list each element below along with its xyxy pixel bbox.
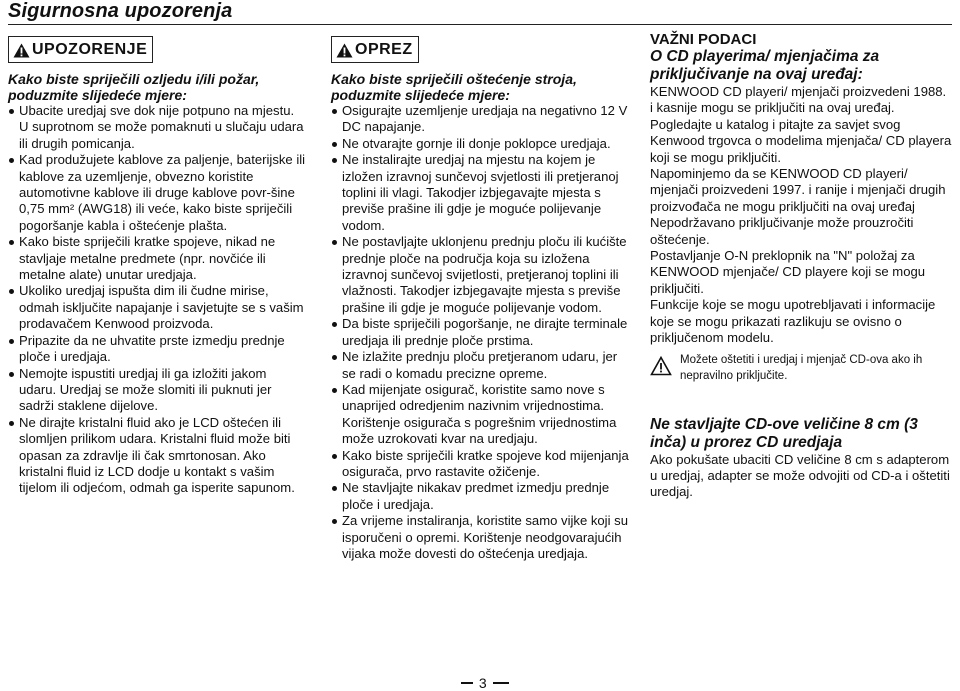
cd-changers-subheading: O CD playerima/ mjenjačima za priključivanje na ovaj uređaj: — [650, 48, 880, 83]
list-item: Nemojte ispustiti uredjaj ili ga izložiti jakom udaru. Uredjaj se može slomiti ili puknuti jer sadrži staklene dijelove. — [8, 366, 306, 415]
list-item: Ne stavljajte nikakav predmet izmedju prednje ploče i uredjaja. — [331, 480, 629, 513]
info-paragraph: KENWOOD CD playeri/ mjenjači proizvedeni 1988. i kasnije mogu se priključiti na ovaj uređaj. — [650, 84, 947, 116]
cd-size-heading: Ne stavljajte CD-ove veličine 8 cm (3 inča) u prorez CD uredjaja — [650, 415, 918, 451]
page-number-text: 3 — [478, 675, 487, 691]
caution-note — [650, 352, 952, 384]
list-item: Ubacite uredjaj sve dok nije potpuno na mjestu. U suprotnom se može pomaknuti u slučaju udara ili drugih pomicanja. — [8, 103, 306, 152]
warning-box-label: UPOZORENJE — [32, 40, 148, 58]
page-title: Sigurnosna upozorenja — [8, 0, 233, 22]
list-item: Pripazite da ne uhvatite prste izmedju prednje ploče i uredjaja. — [8, 333, 306, 366]
page-number-dash — [461, 682, 473, 684]
caution-box-label: OPREZ — [355, 40, 413, 58]
warning-outline-icon — [650, 356, 672, 376]
list-item: Ne izlažite prednju ploču pretjeranom udaru, jer se radi o komadu precizne opreme. — [331, 349, 629, 382]
info-paragraph: Postavljanje O-N preklopnik na "N" položaj za KENWOOD mjenjače/ CD playere koji se mogu priključiti. — [650, 248, 926, 296]
page-number-dash — [493, 682, 509, 684]
list-item: Za vrijeme instaliranja, koristite samo vijke koji su isporučeni o opremi. Korištenje neodgovarajućih vijaka može dovesti do oštećenja uredjaja. — [331, 513, 629, 562]
page-number — [461, 675, 509, 691]
info-paragraph: Pogledajte u katalog i pitajte za savjet svog Kenwood trgovca o modelima mjenjača/ CD playera koji se mogu priključiti. — [650, 116, 952, 165]
list-item: Ne otvarajte gornje ili donje poklopce uredjaja. — [331, 136, 629, 152]
list-item: Kako biste spriječili kratke spojeve, nikad ne stavljaje metalne predmete (npr. novčiće ili metalne alate) unutar uredjaja. — [8, 234, 306, 283]
title-divider — [8, 24, 952, 25]
warning-column — [8, 32, 306, 497]
important-info-heading: VAŽNI PODACI — [650, 31, 757, 48]
list-item: Ukoliko uredjaj ispušta dim ili čudne mirise, odmah isključite napajanje i savjetujte se s vašim prodavačem Kenwood proizvoda. — [8, 283, 306, 332]
list-item: Kad produžujete kablove za paljenje, baterijske ili kablove za uzemljenje, obvezno koristite automotivne kablove ili druge kablove povr-šine 0,75 mm² (AWG18) ili veće, kako biste spriječili pogoršanje kabla i oštećenje plašta. — [8, 152, 306, 234]
list-item: Ne postavljajte uklonjenu prednju ploču ili kućište prednje ploče na područja koja su izložena izravnoj sunčevoj svijetlosti, pretjeranoj toplini ili vlažnosti. Takodjer izbjegavajte mjesta s previše prašine ili gdje je moguće polijevanje vodom. — [331, 234, 629, 316]
caution-box — [331, 36, 419, 63]
warning-box — [8, 36, 153, 63]
important-info-column — [650, 32, 952, 501]
warning-triangle-icon — [336, 43, 353, 58]
caution-subtitle: Kako biste spriječili oštećenje stroja, poduzmite slijedeće mjere: — [331, 71, 577, 103]
list-item: Da biste spriječili pogoršanje, ne dirajte terminale uredjaja ili prednje ploče prstima. — [331, 316, 629, 349]
info-paragraph: Funkcije koje se mogu upotrebljavati i informacije koje se mogu prikazati razlikuju se ovisno o priključenom modelu. — [650, 297, 936, 346]
caution-note-text: Možete oštetiti i uredjaj i mjenjač CD-ova ako ih nepravilno priključite. — [680, 353, 923, 382]
list-item: Kad mijenjate osigurač, koristite samo nove s unaprijed odredjenim nazivnim vrijednostima. Korištenje osigurača s pogrešnim vrijednostima može uzrokovati kvar na uredjaju. — [331, 382, 629, 448]
list-item: Kako biste spriječili kratke spojeve kod mijenjanja osigurača, prvo rastavite ožičenje. — [331, 448, 629, 481]
list-item: Ne dirajte kristalni fluid ako je LCD oštećen ili slomljen prilikom udara. Kristalni fluid može biti opasan za zdravlje ili čak smrtonosan. Ako kristalni fluid iz LCD dodje u kontakt s vašim tijelom ili odjećom, odmah ga isperite sapunom. — [8, 415, 306, 497]
caution-column — [331, 32, 629, 562]
info-paragraph: Nepodržavano priključivanje može prouzročiti oštećenje. — [650, 215, 914, 247]
list-item: Ne instalirajte uredjaj na mjestu na kojem je izložen izravnoj sunčevoj svjetlosti ili pretjeranoj toplini ili vlagi. Takodjer izbjegavajte mjesta s previše prašine ili gdje je moguće polijevanje vodom. — [331, 152, 629, 234]
warning-subtitle: Kako biste spriječili ozljedu i/ili požar, poduzmite slijedeće mjere: — [8, 71, 260, 103]
warning-triangle-icon — [13, 43, 30, 58]
list-item: Osigurajte uzemljenje uredjaja na negativno 12 V DC napajanje. — [331, 103, 629, 136]
info-paragraph: Napominjemo da se KENWOOD CD playeri/ mjenjači proizvedeni 1997. i ranije i mjenjači drugih proizvođača ne mogu priključiti na ovaj uređaj — [650, 166, 946, 214]
cd-size-paragraph: Ako pokušate ubaciti CD veličine 8 cm s adapterom u uredjaj, adapter se može odvojiti od CD-a i oštetiti uredjaj. — [650, 451, 950, 500]
